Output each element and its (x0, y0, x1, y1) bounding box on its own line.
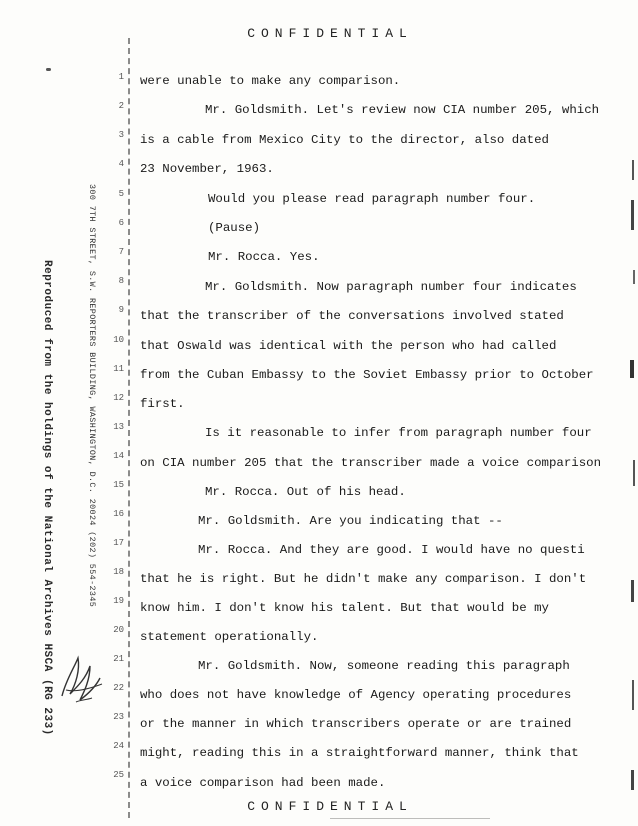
archives-reproduction-notice: Reproduced from the holdings of the National Archives HSCA (RG 233) (41, 260, 53, 736)
scan-edge-noise-icon (628, 160, 638, 820)
transcript-line: that he is right. But he didn't make any comparison. I don't (140, 572, 587, 586)
handwritten-signature-icon (56, 650, 108, 710)
transcript-line: or the manner in which transcribers operate or are trained (140, 717, 572, 731)
line-number: 18 (113, 567, 124, 577)
line-number: 22 (113, 683, 124, 693)
line-number: 15 (113, 480, 124, 490)
line-number: 14 (113, 451, 124, 461)
line-number: 3 (118, 130, 124, 140)
transcript-line: Mr. Goldsmith. Let's review now CIA number 205, which (205, 103, 600, 117)
transcript-line: know him. I don't know his talent. But that would be my (140, 601, 549, 615)
transcript-line: 23 November, 1963. (140, 162, 274, 176)
line-number: 4 (118, 159, 124, 169)
transcript-line: from the Cuban Embassy to the Soviet Embassy prior to October (140, 368, 594, 382)
cutoff-text-line (330, 818, 490, 825)
line-number: 11 (113, 364, 124, 374)
transcript-line: Mr. Goldsmith. Are you indicating that -- (198, 514, 503, 528)
transcript-line: were unable to make any comparison. (140, 74, 401, 88)
line-number: 7 (118, 247, 124, 257)
transcript-line: is a cable from Mexico City to the director, also dated (140, 133, 549, 147)
line-number: 19 (113, 596, 124, 606)
margin-rule (128, 38, 130, 818)
transcript-line: Mr. Rocca. Out of his head. (205, 485, 406, 499)
line-number: 21 (113, 654, 124, 664)
line-number: 13 (113, 422, 124, 432)
confidential-header: CONFIDENTIAL (247, 26, 413, 41)
transcript-line: statement operationally. (140, 630, 319, 644)
transcript-line: that Oswald was identical with the person who had called (140, 339, 557, 353)
transcript-line: that the transcriber of the conversations involved stated (140, 309, 564, 323)
confidential-footer: CONFIDENTIAL (247, 799, 413, 814)
line-number: 1 (118, 72, 124, 82)
line-number: 12 (113, 393, 124, 403)
line-number: 8 (118, 276, 124, 286)
line-number: 23 (113, 712, 124, 722)
transcript-line: who does not have knowledge of Agency operating procedures (140, 688, 572, 702)
line-number: 2 (118, 101, 124, 111)
reporter-address: 300 7TH STREET, S.W. REPORTERS BUILDING, WASHINGTON, D.C. 20024 (202) 554-2345 (87, 184, 97, 608)
line-number: 24 (113, 741, 124, 751)
line-number: 9 (118, 305, 124, 315)
line-number: 25 (113, 770, 124, 780)
line-number: 20 (113, 625, 124, 635)
line-number: 10 (113, 335, 124, 345)
transcript-line: Would you please read paragraph number four. (208, 192, 536, 206)
transcript-line: first. (140, 397, 185, 411)
transcript-line: Mr. Goldsmith. Now paragraph number four indicates (205, 280, 577, 294)
line-number: 16 (113, 509, 124, 519)
line-number: 6 (118, 218, 124, 228)
transcript-line: Is it reasonable to infer from paragraph number four (205, 426, 592, 440)
line-number: 5 (118, 189, 124, 199)
line-number: 17 (113, 538, 124, 548)
transcript-line: (Pause) (208, 221, 261, 235)
transcript-line: Mr. Rocca. And they are good. I would have no questi (198, 543, 585, 557)
transcript-line: might, reading this in a straightforward manner, think that (140, 746, 579, 760)
transcript-line: on CIA number 205 that the transcriber made a voice comparison (140, 456, 602, 470)
scan-speck (46, 68, 51, 71)
transcript-line: Mr. Rocca. Yes. (208, 250, 320, 264)
transcript-line: a voice comparison had been made. (140, 776, 386, 790)
transcript-line: Mr. Goldsmith. Now, someone reading this paragraph (198, 659, 570, 673)
